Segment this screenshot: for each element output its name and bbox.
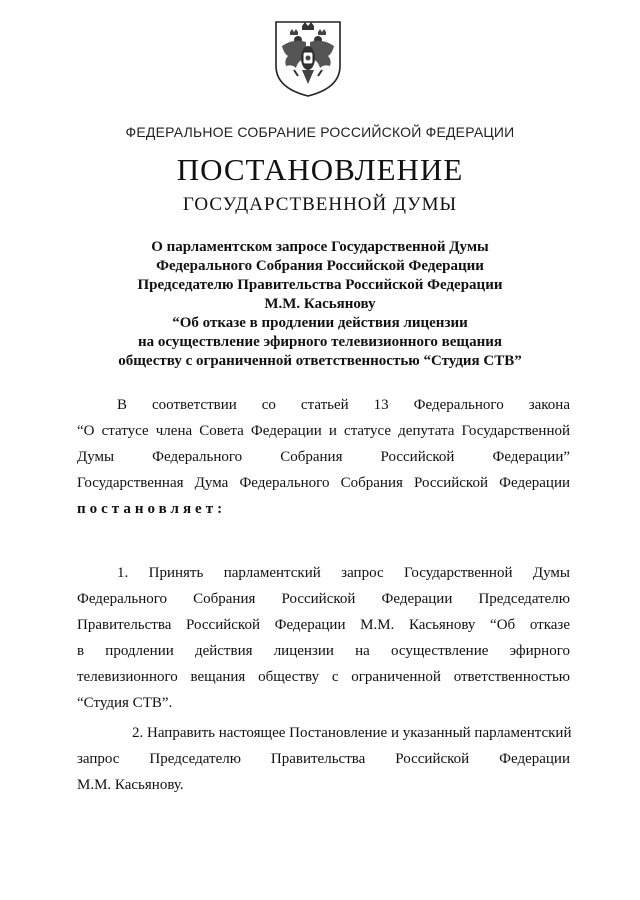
preamble-line: Думы Федерального Собрания Российской Федерации”: [77, 449, 570, 465]
item-line: запрос Председателю Правительства Российской Федерации: [77, 751, 570, 767]
assembly-header: ФЕДЕРАЛЬНОЕ СОБРАНИЕ РОССИЙСКОЙ ФЕДЕРАЦИИ: [125, 124, 515, 140]
item-line: телевизионного вещания обществу с ограниченной ответственностью: [77, 669, 570, 685]
item-line: Правительства Российской Федерации М.М. Касьянову “Об отказе: [77, 617, 570, 633]
item-line: 2. Направить настоящее Постановление и указанный парламентский: [132, 725, 572, 741]
item-line: в продлении действия лицензии на осуществление эфирного: [77, 643, 570, 659]
resolves-word: постановляет:: [77, 501, 227, 517]
subject-line: обществу с ограниченной ответственностью “Студия СТВ”: [118, 353, 522, 369]
document-type-title: ПОСТАНОВЛЕНИЕ: [176, 152, 464, 187]
preamble-line: Государственная Дума Федерального Собрания Российской Федерации: [77, 475, 570, 491]
russian-coat-of-arms-icon: [272, 16, 344, 98]
subject-line: на осуществление эфирного телевизионного вещания: [138, 334, 502, 350]
item-line: 1. Принять парламентский запрос Государственной Думы: [117, 565, 570, 581]
preamble-line: “О статусе члена Совета Федерации и статусе депутата Государственной: [77, 423, 570, 439]
preamble-paragraph: [77, 392, 570, 522]
subject-line: О парламентском запросе Государственной Думы: [151, 239, 489, 255]
item-1-paragraph: [77, 560, 570, 716]
item-2-paragraph: [77, 720, 570, 798]
subject-block: [0, 238, 640, 371]
subject-line: “Об отказе в продлении действия лицензии: [172, 315, 468, 331]
item-line: Федерального Собрания Российской Федерации Председателю: [77, 591, 570, 607]
item-line: М.М. Касьянову.: [77, 777, 184, 793]
issuer-subtitle: ГОСУДАРСТВЕННОЙ ДУМЫ: [182, 194, 458, 215]
item-line: “Студия СТВ”.: [77, 695, 173, 711]
subject-line: Федерального Собрания Российской Федерации: [156, 258, 484, 274]
preamble-line: В соответствии со статьей 13 Федерального закона: [117, 397, 570, 413]
subject-line: М.М. Касьянову: [264, 296, 376, 312]
subject-line: Председателю Правительства Российской Федерации: [137, 277, 503, 293]
